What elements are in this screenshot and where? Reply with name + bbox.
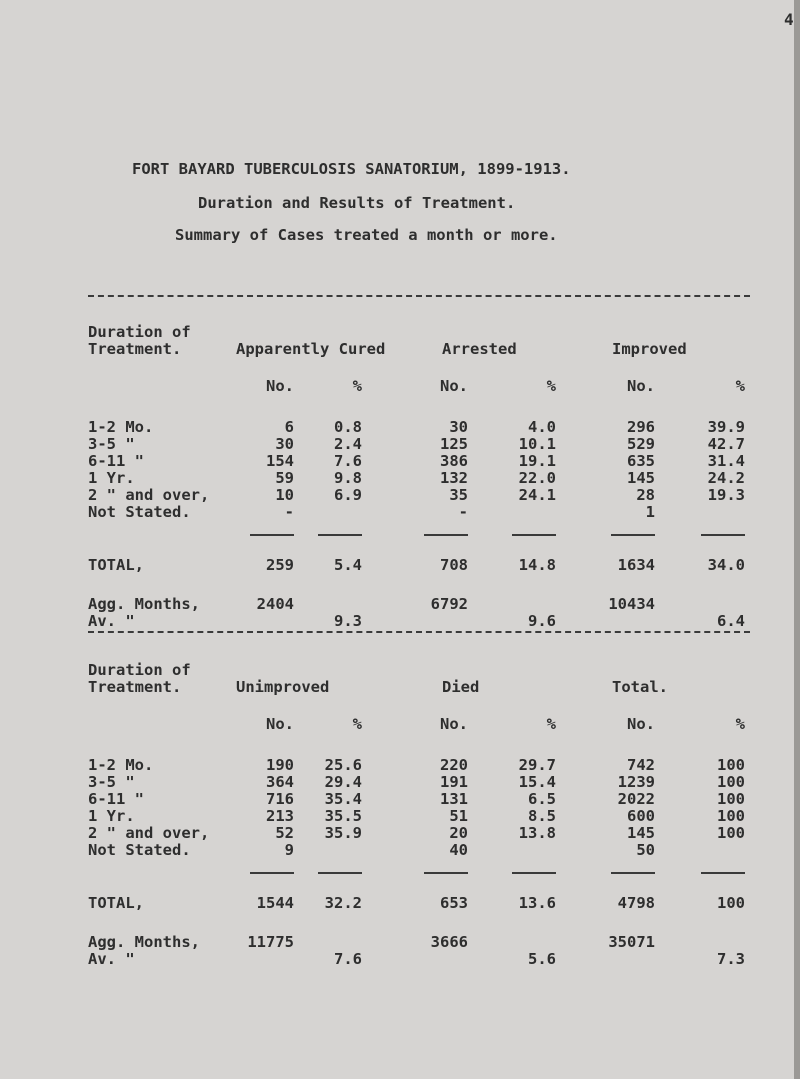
agg-months-cell: 11775 — [247, 933, 294, 951]
table-cell: - — [458, 503, 468, 521]
table-cell: 35.9 — [324, 824, 362, 842]
table-cell: 635 — [627, 452, 655, 470]
total-cell: 708 — [440, 556, 468, 574]
total-cell: 100 — [717, 894, 745, 912]
document-subtitle: Duration and Results of Treatment. — [198, 194, 516, 212]
table-cell: 529 — [627, 435, 655, 453]
table-cell: - — [284, 503, 294, 521]
table-cell: 24.1 — [518, 486, 556, 504]
table-cell: 29.4 — [324, 773, 362, 791]
table-cell: 1 — [645, 503, 655, 521]
total-cell: 653 — [440, 894, 468, 912]
table-cell: 2.4 — [334, 435, 362, 453]
row-label: 1 Yr. — [88, 469, 135, 487]
column-total-rule — [424, 534, 468, 536]
table-cell: 190 — [266, 756, 294, 774]
row-label: 1-2 Mo. — [88, 418, 154, 436]
table-cell: 100 — [717, 824, 745, 842]
table-cell: 9.8 — [334, 469, 362, 487]
column-total-rule — [611, 534, 655, 536]
table-cell: 19.1 — [518, 452, 556, 470]
table-cell: 29.7 — [518, 756, 556, 774]
column-header-no: No. — [266, 377, 294, 395]
column-group-header: Unimproved — [236, 678, 330, 696]
row-label: 6-11 " — [88, 452, 144, 470]
row-label-header: Duration of — [88, 323, 191, 341]
column-header-pct: % — [546, 715, 556, 733]
table-cell: 213 — [266, 807, 294, 825]
total-cell: 259 — [266, 556, 294, 574]
agg-label: Agg. Months, — [88, 595, 200, 613]
row-label-header: Treatment. — [88, 340, 182, 358]
table-cell: 19.3 — [707, 486, 745, 504]
row-label: 6-11 " — [88, 790, 144, 808]
row-label-header: Treatment. — [88, 678, 182, 696]
table-cell: 100 — [717, 790, 745, 808]
total-cell: 5.4 — [334, 556, 362, 574]
table-cell: 131 — [440, 790, 468, 808]
table-cell: 40 — [449, 841, 468, 859]
agg-label: Agg. Months, — [88, 933, 200, 951]
table-cell: 386 — [440, 452, 468, 470]
column-total-rule — [611, 872, 655, 874]
table-cell: 31.4 — [707, 452, 745, 470]
table-cell: 191 — [440, 773, 468, 791]
column-group-header: Died — [442, 678, 480, 696]
avg-cell: 7.3 — [717, 950, 745, 968]
column-total-rule — [701, 534, 745, 536]
column-group-header: Improved — [612, 340, 687, 358]
table-cell: 35 — [449, 486, 468, 504]
table-cell: 100 — [717, 807, 745, 825]
table-cell: 100 — [717, 773, 745, 791]
avg-label: Av. " — [88, 950, 135, 968]
total-cell: 14.8 — [518, 556, 556, 574]
agg-months-cell: 6792 — [430, 595, 468, 613]
row-label-header: Duration of — [88, 661, 191, 679]
row-label: Not Stated. — [88, 503, 191, 521]
total-cell: 13.6 — [518, 894, 556, 912]
table-cell: 154 — [266, 452, 294, 470]
table-cell: 13.8 — [518, 824, 556, 842]
avg-cell: 7.6 — [334, 950, 362, 968]
agg-months-cell: 10434 — [608, 595, 655, 613]
table-cell: 145 — [627, 824, 655, 842]
table-cell: 59 — [275, 469, 294, 487]
total-cell: 34.0 — [707, 556, 745, 574]
table-cell: 39.9 — [707, 418, 745, 436]
table-cell: 742 — [627, 756, 655, 774]
table-cell: 24.2 — [707, 469, 745, 487]
avg-cell: 6.4 — [717, 612, 745, 630]
table-cell: 7.6 — [334, 452, 362, 470]
avg-cell: 9.3 — [334, 612, 362, 630]
table-cell: 10 — [275, 486, 294, 504]
table-cell: 30 — [449, 418, 468, 436]
total-label: TOTAL, — [88, 556, 144, 574]
table-cell: 52 — [275, 824, 294, 842]
dashed-rule — [88, 295, 750, 297]
table-cell: 0.8 — [334, 418, 362, 436]
table-cell: 364 — [266, 773, 294, 791]
avg-label: Av. " — [88, 612, 135, 630]
table-cell: 25.6 — [324, 756, 362, 774]
table-cell: 9 — [284, 841, 294, 859]
table-cell: 132 — [440, 469, 468, 487]
row-label: 2 " and over, — [88, 486, 210, 504]
column-header-pct: % — [352, 715, 362, 733]
agg-months-cell: 2404 — [256, 595, 294, 613]
avg-cell: 9.6 — [528, 612, 556, 630]
row-label: 3-5 " — [88, 773, 135, 791]
table-cell: 6 — [284, 418, 294, 436]
column-total-rule — [512, 534, 556, 536]
table-cell: 1239 — [617, 773, 655, 791]
table-cell: 6.5 — [528, 790, 556, 808]
row-label: Not Stated. — [88, 841, 191, 859]
column-total-rule — [318, 872, 362, 874]
table-cell: 51 — [449, 807, 468, 825]
table-cell: 35.5 — [324, 807, 362, 825]
row-label: 2 " and over, — [88, 824, 210, 842]
column-total-rule — [512, 872, 556, 874]
column-group-header: Apparently Cured — [236, 340, 386, 358]
total-cell: 32.2 — [324, 894, 362, 912]
table-cell: 100 — [717, 756, 745, 774]
agg-months-cell: 3666 — [430, 933, 468, 951]
column-header-no: No. — [440, 377, 468, 395]
total-cell: 1544 — [256, 894, 294, 912]
table-cell: 600 — [627, 807, 655, 825]
column-header-no: No. — [440, 715, 468, 733]
dashed-rule — [88, 631, 750, 633]
table-cell: 8.5 — [528, 807, 556, 825]
column-header-pct: % — [546, 377, 556, 395]
avg-cell: 5.6 — [528, 950, 556, 968]
column-total-rule — [318, 534, 362, 536]
table-cell: 20 — [449, 824, 468, 842]
total-cell: 4798 — [617, 894, 655, 912]
row-label: 3-5 " — [88, 435, 135, 453]
column-total-rule — [701, 872, 745, 874]
document-title: FORT BAYARD TUBERCULOSIS SANATORIUM, 1899-1913. — [132, 160, 571, 178]
table-cell: 4.0 — [528, 418, 556, 436]
document-summary: Summary of Cases treated a month or more. — [175, 226, 558, 244]
page-number: 4 — [784, 10, 794, 29]
table-cell: 296 — [627, 418, 655, 436]
table-cell: 716 — [266, 790, 294, 808]
table-cell: 15.4 — [518, 773, 556, 791]
column-header-pct: % — [352, 377, 362, 395]
table-cell: 30 — [275, 435, 294, 453]
table-cell: 2022 — [617, 790, 655, 808]
column-group-header: Total. — [612, 678, 668, 696]
column-total-rule — [424, 872, 468, 874]
column-header-no: No. — [627, 715, 655, 733]
column-total-rule — [250, 872, 294, 874]
row-label: 1-2 Mo. — [88, 756, 154, 774]
table-cell: 125 — [440, 435, 468, 453]
total-cell: 1634 — [617, 556, 655, 574]
column-header-no: No. — [266, 715, 294, 733]
table-cell: 6.9 — [334, 486, 362, 504]
agg-months-cell: 35071 — [608, 933, 655, 951]
page-edge — [794, 0, 800, 1079]
table-cell: 50 — [636, 841, 655, 859]
table-cell: 28 — [636, 486, 655, 504]
total-label: TOTAL, — [88, 894, 144, 912]
table-cell: 10.1 — [518, 435, 556, 453]
column-header-pct: % — [735, 377, 745, 395]
table-cell: 220 — [440, 756, 468, 774]
column-header-pct: % — [735, 715, 745, 733]
column-header-no: No. — [627, 377, 655, 395]
table-cell: 35.4 — [324, 790, 362, 808]
row-label: 1 Yr. — [88, 807, 135, 825]
table-cell: 42.7 — [707, 435, 745, 453]
table-cell: 145 — [627, 469, 655, 487]
table-cell: 22.0 — [518, 469, 556, 487]
column-group-header: Arrested — [442, 340, 517, 358]
column-total-rule — [250, 534, 294, 536]
